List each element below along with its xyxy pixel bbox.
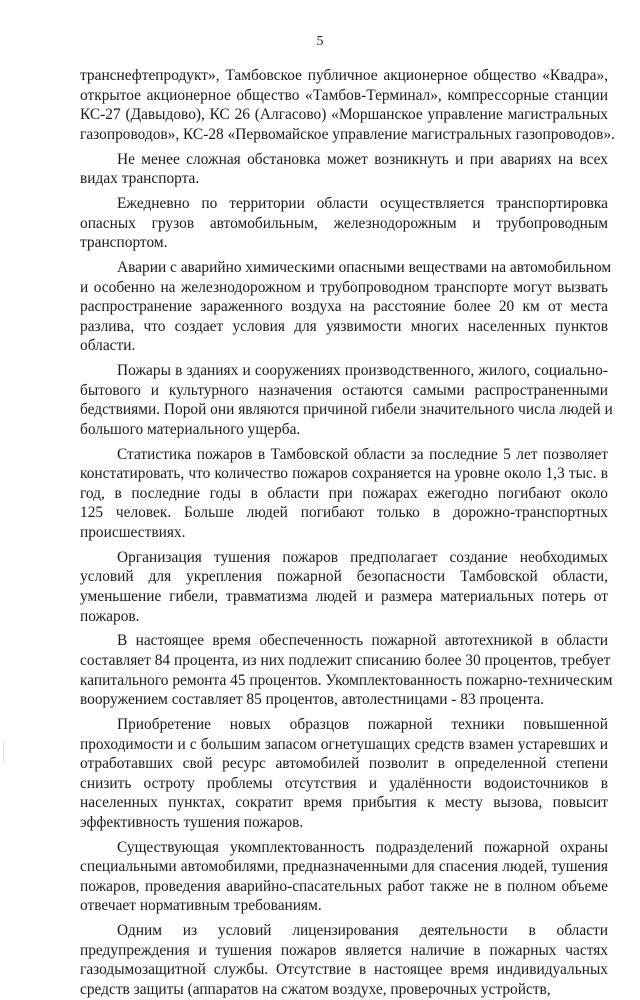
- text-line: Аварии с аварийно химическими опасными веществами на автомобильном: [117, 258, 612, 276]
- text-line: отвечает нормативным требованиям.: [80, 897, 322, 915]
- page-number: 5: [316, 34, 324, 49]
- text-line: области.: [80, 337, 136, 355]
- text-line: средств защиты (аппаратов на сжатом воздухе, проверочных устройств,: [80, 981, 551, 998]
- text-line: Ежедневно по территории области осуществляется транспортировка: [117, 194, 608, 212]
- text-line: транснефтепродукт», Тамбовское публичное акционерное общество «Квадра»,: [80, 67, 608, 84]
- text-line: бедствиями. Порой они являются причиной гибели значительного числа людей и: [80, 401, 613, 419]
- paragraph: [80, 838, 608, 916]
- text-line: отработавших свой ресурс автомобилей позволит в определенной степени: [80, 755, 608, 773]
- text-line: составляет 84 процента, из них подлежит списанию более 30 процентов, требует: [80, 651, 611, 669]
- paragraph: [80, 445, 608, 543]
- text-line: пожаров, проведения аварийно-спасательных работ также не в полном объеме: [80, 877, 608, 895]
- text-line: и особенно на железнодорожном и трубопроводном транспорте могут вызвать: [80, 278, 608, 296]
- text-line: эффективность тушения пожаров.: [80, 813, 304, 831]
- paragraph: [80, 66, 615, 144]
- paragraph: [80, 921, 608, 999]
- text-line: специальными автомобилями, предназначенными для спасения людей, тушения: [80, 858, 608, 876]
- text-line: населенных пунктах, сократит время прибытия к месту вызова, повысит: [80, 794, 608, 812]
- text-line: снизить остроту проблемы отсутствия и удалённости водоисточников в: [80, 774, 608, 792]
- paragraph: [80, 715, 608, 833]
- text-line: опасных грузов автомобильным, железнодорожным и трубопроводным: [80, 214, 608, 232]
- paragraph: [80, 631, 613, 709]
- text-line: распространение зараженного воздуха на расстояние более 20 км от места: [80, 298, 608, 316]
- text-line: газопроводов», КС-28 «Первомайское управление магистральных газопроводов».: [80, 125, 615, 143]
- text-line: Одним из условий лицензирования деятельности в области: [117, 922, 608, 940]
- text-line: уменьшение гибели, травматизма людей и размера материальных потерь от: [80, 587, 608, 605]
- text-line: условий для укрепления пожарной безопасности Тамбовской области,: [80, 568, 608, 586]
- margin-mark: [3, 742, 4, 762]
- text-line: проходимости и с большим запасом огнетушащих средств взамен устаревших и: [80, 735, 608, 753]
- text-line: год, в последние годы в области при пожарах ежегодно погибают около: [80, 484, 608, 502]
- paragraph: [80, 258, 612, 356]
- text-line: В настоящее время обеспеченность пожарной автотехникой в области: [117, 632, 608, 650]
- text-line: происшествиях.: [80, 524, 186, 541]
- paragraph: [80, 361, 613, 439]
- text-line: Существующая укомплектованность подразделений пожарной охраны: [117, 838, 608, 856]
- paragraph: [80, 150, 608, 189]
- paragraph: [80, 194, 608, 253]
- text-line: бытового и культурного назначения остаются самыми распространенными: [80, 381, 608, 399]
- text-line: транспортом.: [80, 234, 168, 252]
- body-text: [80, 66, 615, 1000]
- text-line: Приобретение новых образцов пожарной техники повышенной: [117, 715, 608, 733]
- text-line: большого материального ущерба.: [80, 420, 301, 438]
- paragraph: [80, 548, 608, 626]
- text-line: открытое акционерное общество «Тамбов-Терминал», компрессорные станции: [80, 86, 608, 104]
- text-line: констатировать, что количество пожаров сохраняется на уровне около 1,3 тыс. в: [80, 465, 608, 483]
- text-line: Организация тушения пожаров предполагает создание необходимых: [117, 548, 608, 566]
- text-line: Статистика пожаров в Тамбовской области за последние 5 лет позволяет: [117, 445, 608, 463]
- text-line: газодымозащитной службы. Отсутствие в настоящее время индивидуальных: [80, 961, 608, 979]
- text-line: Не менее сложная обстановка может возникнуть и при авариях на всех: [117, 150, 608, 168]
- text-line: капитального ремонта 45 процентов. Укомплектованность пожарно-техническим: [80, 671, 613, 689]
- text-line: Пожары в зданиях и сооружениях производственного, жилого, социально-: [117, 362, 608, 380]
- text-line: КС-27 (Давыдово), КС 26 (Алгасово) «Моршанское управление магистральных: [80, 106, 608, 124]
- text-line: пожаров.: [80, 607, 140, 625]
- text-line: видах транспорта.: [80, 170, 200, 188]
- text-line: предупреждения и тушения пожаров является наличие в пожарных частях: [80, 941, 608, 959]
- text-line: 125 человек. Больше людей погибают только в дорожно-транспортных: [80, 504, 608, 522]
- text-line: разлива, что создает условия для уязвимости многих населенных пунктов: [80, 317, 608, 335]
- text-line: вооружением составляет 85 процентов, автолестницами - 83 процента.: [80, 691, 545, 709]
